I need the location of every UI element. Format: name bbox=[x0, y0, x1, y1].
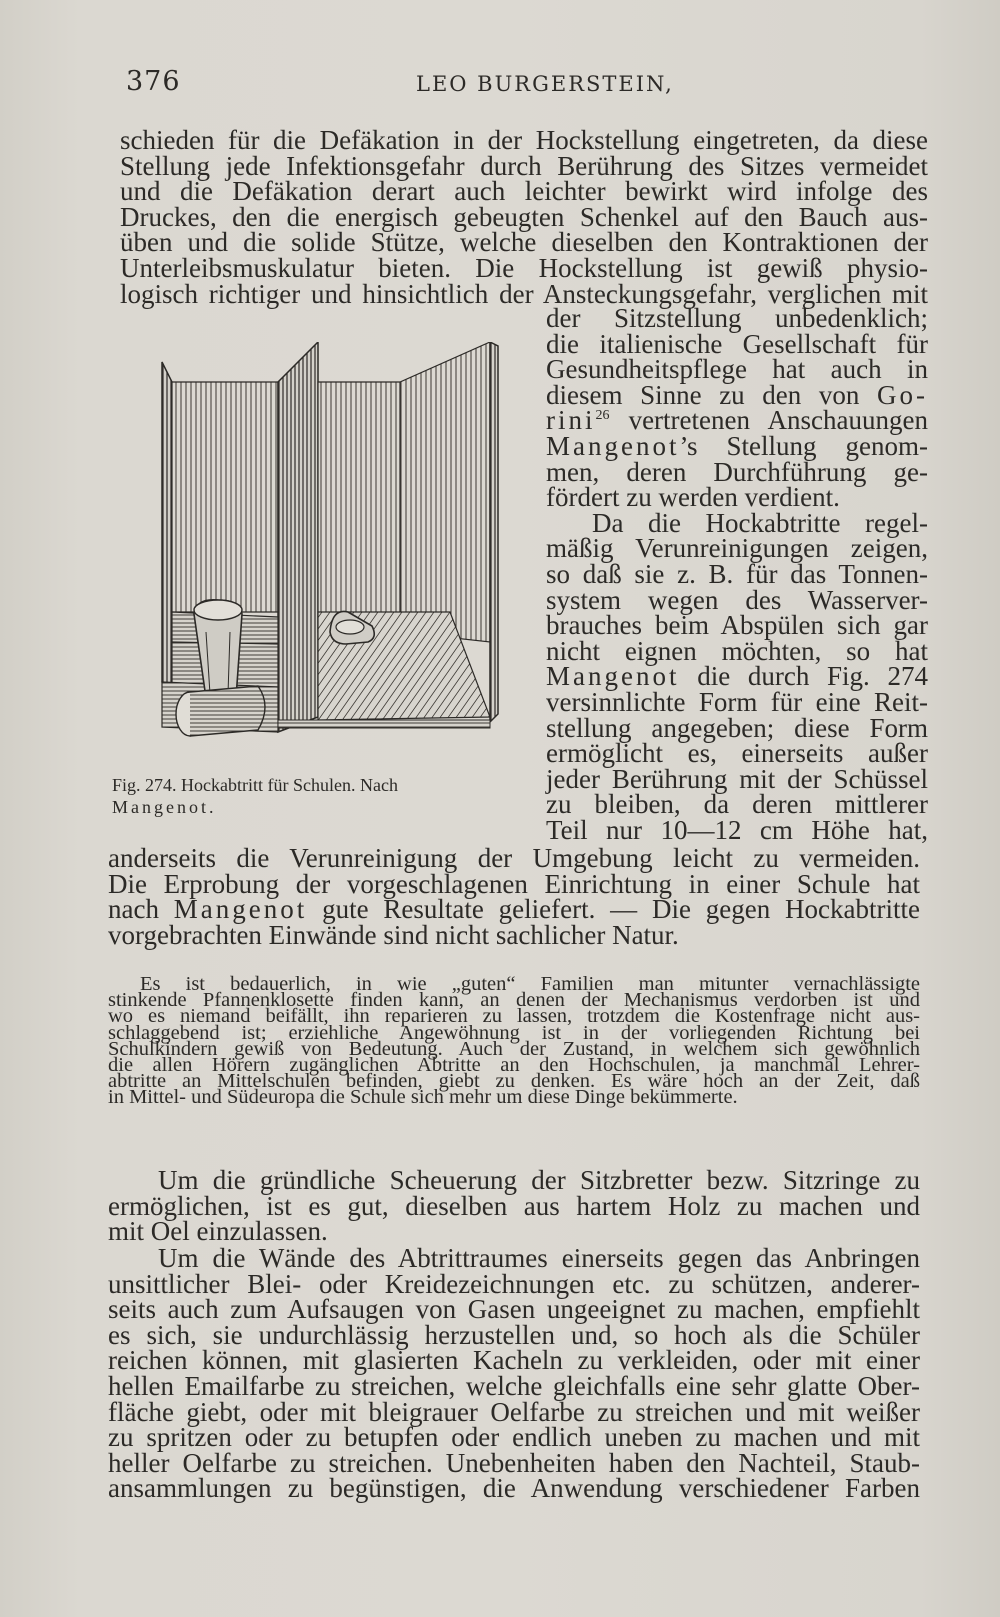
text-fragment: vertretenen Anschauungen bbox=[628, 405, 929, 436]
text-fragment: ’s Stellung genom- bbox=[679, 430, 928, 461]
text-line: so daß sie z. B. für das Tonnen- bbox=[546, 558, 928, 589]
text-line: die italienische Gesellschaft für bbox=[546, 328, 928, 359]
text-line: Unterleibsmuskulatur bieten. Die Hockstellung ist gewiß physio- bbox=[120, 252, 928, 283]
note-line: Es ist bedauerlich, in wie „guten“ Familien man mitunter vernachlässigte bbox=[140, 973, 920, 995]
note-line: Schulkindern gewiß von Bedeutung. Auch der Zustand, in welchem sich gewöhnlich bbox=[108, 1037, 920, 1060]
paragraph-walls bbox=[108, 1243, 920, 1504]
text-fragment: nach bbox=[108, 894, 159, 925]
text-line: Um die Wände des Abtrittraumes einerseits gegen das Anbringen bbox=[158, 1243, 920, 1273]
author-name: Mangenot bbox=[546, 430, 680, 461]
text-line: system wegen des Wasserver- bbox=[546, 584, 928, 615]
text-line bbox=[546, 430, 928, 461]
text-line: Da die Hockabtritte regel- bbox=[592, 507, 928, 538]
text-line: mit Oel einzulassen. bbox=[108, 1216, 328, 1247]
text-fragment: gute Resultate geliefert. — Die gegen Hockabtritte bbox=[322, 894, 920, 925]
caption-author: Mangenot. bbox=[112, 797, 217, 817]
text-line: fördert zu werden verdient. bbox=[546, 482, 840, 513]
text-line: stellung angegeben; diese Form bbox=[546, 712, 928, 743]
text-line: versinnlichte Form für eine Reit- bbox=[546, 686, 928, 717]
text-line: mäßig Verunreinigungen zeigen, bbox=[546, 533, 928, 564]
author-name: Mangenot bbox=[173, 894, 308, 925]
text-line: ermöglichen, ist es gut, dieselben aus hartem Holz zu machen und bbox=[108, 1190, 920, 1221]
page-header bbox=[126, 66, 926, 106]
text-line: es sich, sie undurchlässig herzustellen und, so hoch als die Schüler bbox=[108, 1319, 920, 1350]
text-line: Die Erprobung der vorgeschlagenen Einrichtung in einer Schule hat bbox=[108, 868, 920, 899]
text-line: der Sitzstellung unbedenklich; bbox=[546, 303, 928, 333]
figure-274-illustration bbox=[150, 342, 524, 766]
paragraph-continuation bbox=[108, 843, 920, 950]
text-line: schieden für die Defäkation in der Hockstellung eingetreten, da diese bbox=[120, 125, 928, 155]
text-line: anderseits die Verunreinigung der Umgebung leicht zu vermeiden. bbox=[108, 843, 920, 873]
note-line: stinkende Pfannenklosette finden kann, an denen der Mechanismus verdorben ist und bbox=[108, 989, 920, 1012]
note-line: abtritte an Mittelschulen befinden, giebt zu denken. Es wäre hoch an der Zeit, daß bbox=[108, 1070, 920, 1093]
text-line: ermöglicht es, einerseits außer bbox=[546, 738, 928, 769]
text-line bbox=[108, 894, 920, 925]
text-line: logisch richtiger und hinsichtlich der Ansteckungsgefahr, verglichen mit bbox=[120, 278, 928, 309]
note-line: schlaggebend ist; erziehliche Angewöhnung ist in der vorliegenden Richtung bei bbox=[108, 1021, 920, 1044]
text-line: zu spritzen oder zu betupfen oder endlich uneben zu machen und mit bbox=[108, 1422, 920, 1453]
text-line: heller Oelfarbe zu streichen. Unebenheiten haben den Nachteil, Staub- bbox=[108, 1447, 920, 1478]
text-fragment: die durch Fig. 274 bbox=[697, 661, 929, 692]
text-fragment: diesem Sinne zu den von bbox=[546, 379, 860, 410]
author-name: Mangenot bbox=[546, 661, 680, 692]
left-side-wall bbox=[162, 362, 172, 687]
note-line: in Mittel- und Südeuropa die Schule sich mehr um diese Dinge bekümmerte. bbox=[108, 1086, 738, 1109]
text-line: vorgebrachten Einwände sind nicht sachlicher Natur. bbox=[108, 919, 679, 950]
left-back-wall bbox=[172, 382, 278, 612]
page-number: 376 bbox=[126, 66, 181, 97]
text-line: Teil nur 10—12 cm Höhe hat, bbox=[546, 814, 928, 845]
text-line: jeder Berührung mit der Schüssel bbox=[546, 763, 928, 794]
note-line: die allen Hörern zugänglichen Abtritte an den Hochschulen, ja manchmal Lehrer- bbox=[108, 1054, 920, 1077]
text-line: fläche giebt, oder mit bleigrauer Oelfarbe zu streichen und mit weißer bbox=[108, 1396, 920, 1427]
text-line: seits auch zum Aufsaugen von Gasen ungeeignet zu machen, empfiehlt bbox=[108, 1294, 920, 1325]
text-line: zu bleiben, da deren mittlerer bbox=[546, 789, 928, 820]
partition-wall bbox=[278, 342, 318, 732]
right-back-wall bbox=[318, 342, 490, 642]
right-end-wall bbox=[490, 342, 498, 722]
text-line: men, deren Durchführung ge- bbox=[546, 456, 928, 487]
text-line: Gesundheitspflege hat auch in bbox=[546, 354, 928, 385]
paragraph-scrubbing bbox=[108, 1165, 920, 1247]
text-line: Druckes, den die energisch gebeugten Schenkel auf den Bauch aus- bbox=[120, 201, 928, 232]
paragraph-intro bbox=[120, 125, 928, 309]
caption-line: Fig. 274. Hockabtritt für Schulen. Nach bbox=[112, 775, 398, 795]
figure-caption bbox=[112, 774, 522, 818]
text-line: hellen Emailfarbe zu streichen, welche gleichfalls eine sehr glatte Ober- bbox=[108, 1370, 920, 1401]
text-line: unsittlicher Blei- oder Kreidezeichnungen etc. zu schützen, anderer- bbox=[108, 1268, 920, 1299]
text-line: Stellung jede Infektionsgefahr durch Berührung des Sitzes vermeidet bbox=[120, 150, 928, 181]
text-line: nicht eignen möchten, so hat bbox=[546, 635, 928, 666]
text-line: brauches beim Abspülen sich gar bbox=[546, 610, 928, 641]
text-line: reichen können, mit glasierten Kacheln zu verkleiden, oder mit einer bbox=[108, 1345, 920, 1376]
note-line: wo es niemand beifällt, ihn reparieren zu lassen, trotzdem die Kostenfrage nicht aus- bbox=[108, 1005, 920, 1028]
running-head: LEO BURGERSTEIN, bbox=[416, 72, 674, 96]
text-line: Um die gründliche Scheuerung der Sitzbretter bezw. Sitzringe zu bbox=[158, 1165, 920, 1195]
text-line: und die Defäkation derart auch leichter bewirkt wird infolge des bbox=[120, 176, 928, 207]
text-line: ansammlungen zu begünstigen, die Anwendung verschiedener Farben bbox=[108, 1473, 920, 1504]
footnote-reference: 26 bbox=[595, 408, 610, 424]
author-name: Go- bbox=[877, 379, 928, 410]
text-line: üben und die solide Stütze, welche dieselben den Kontraktionen der bbox=[120, 227, 928, 258]
small-print-note bbox=[108, 973, 920, 1109]
author-name: rini bbox=[546, 405, 596, 436]
paragraph-beside-figure bbox=[546, 303, 929, 845]
